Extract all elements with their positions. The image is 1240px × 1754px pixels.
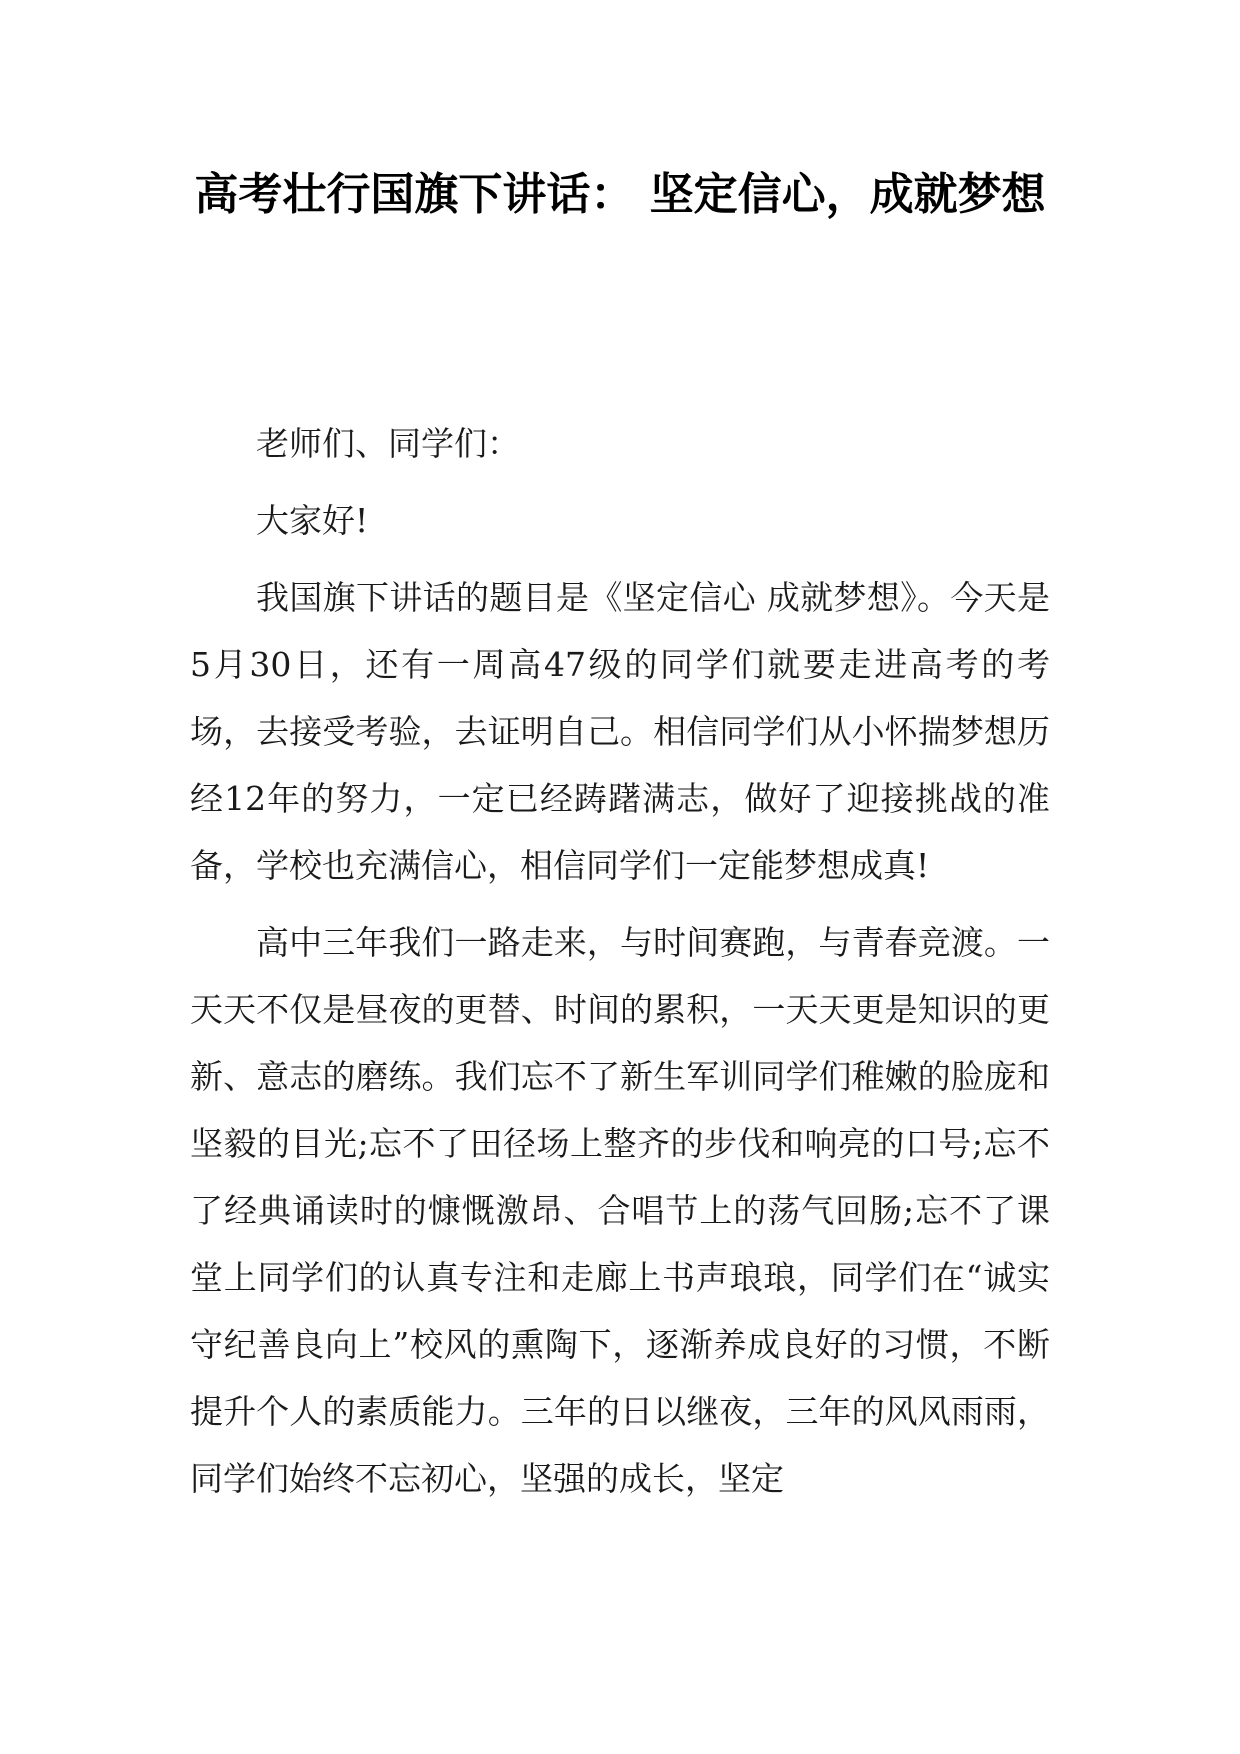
- paragraph: 我国旗下讲话的题目是《坚定信心 成就梦想》。今天是5月30日，还有一周高47级的同学们就要走进高考的考场，去接受考验，去证明自己。相信同学们从小怀揣梦想历经12年的努力，一定已经踌躇满志，做好了迎接挑战的准备，学校也充满信心，相信同学们一定能梦想成真!: [190, 578, 1050, 885]
- document-body: [190, 410, 1050, 1512]
- document-title: 高考壮行国旗下讲话： 坚定信心，成就梦想: [194, 169, 1046, 220]
- salutation: 老师们、同学们：: [256, 424, 520, 463]
- greeting: 大家好!: [256, 501, 369, 540]
- paragraph: 高中三年我们一路走来，与时间赛跑，与青春竞渡。一天天不仅是昼夜的更替、时间的累积，一天天更是知识的更新、意志的磨练。我们忘不了新生军训同学们稚嫩的脸庞和坚毅的目光;忘不了田径场上整齐的步伐和响亮的口号;忘不了经典诵读时的慷慨激昂、合唱节上的荡气回肠;忘不了课堂上同学们的认真专注和走廊上书声琅琅，同学们在“诚实守纪善良向上”校风的熏陶下，逐渐养成良好的习惯，不断提升个人的素质能力。三年的日以继夜，三年的风风雨雨，同学们始终不忘初心，坚强的成长，坚定: [190, 923, 1050, 1498]
